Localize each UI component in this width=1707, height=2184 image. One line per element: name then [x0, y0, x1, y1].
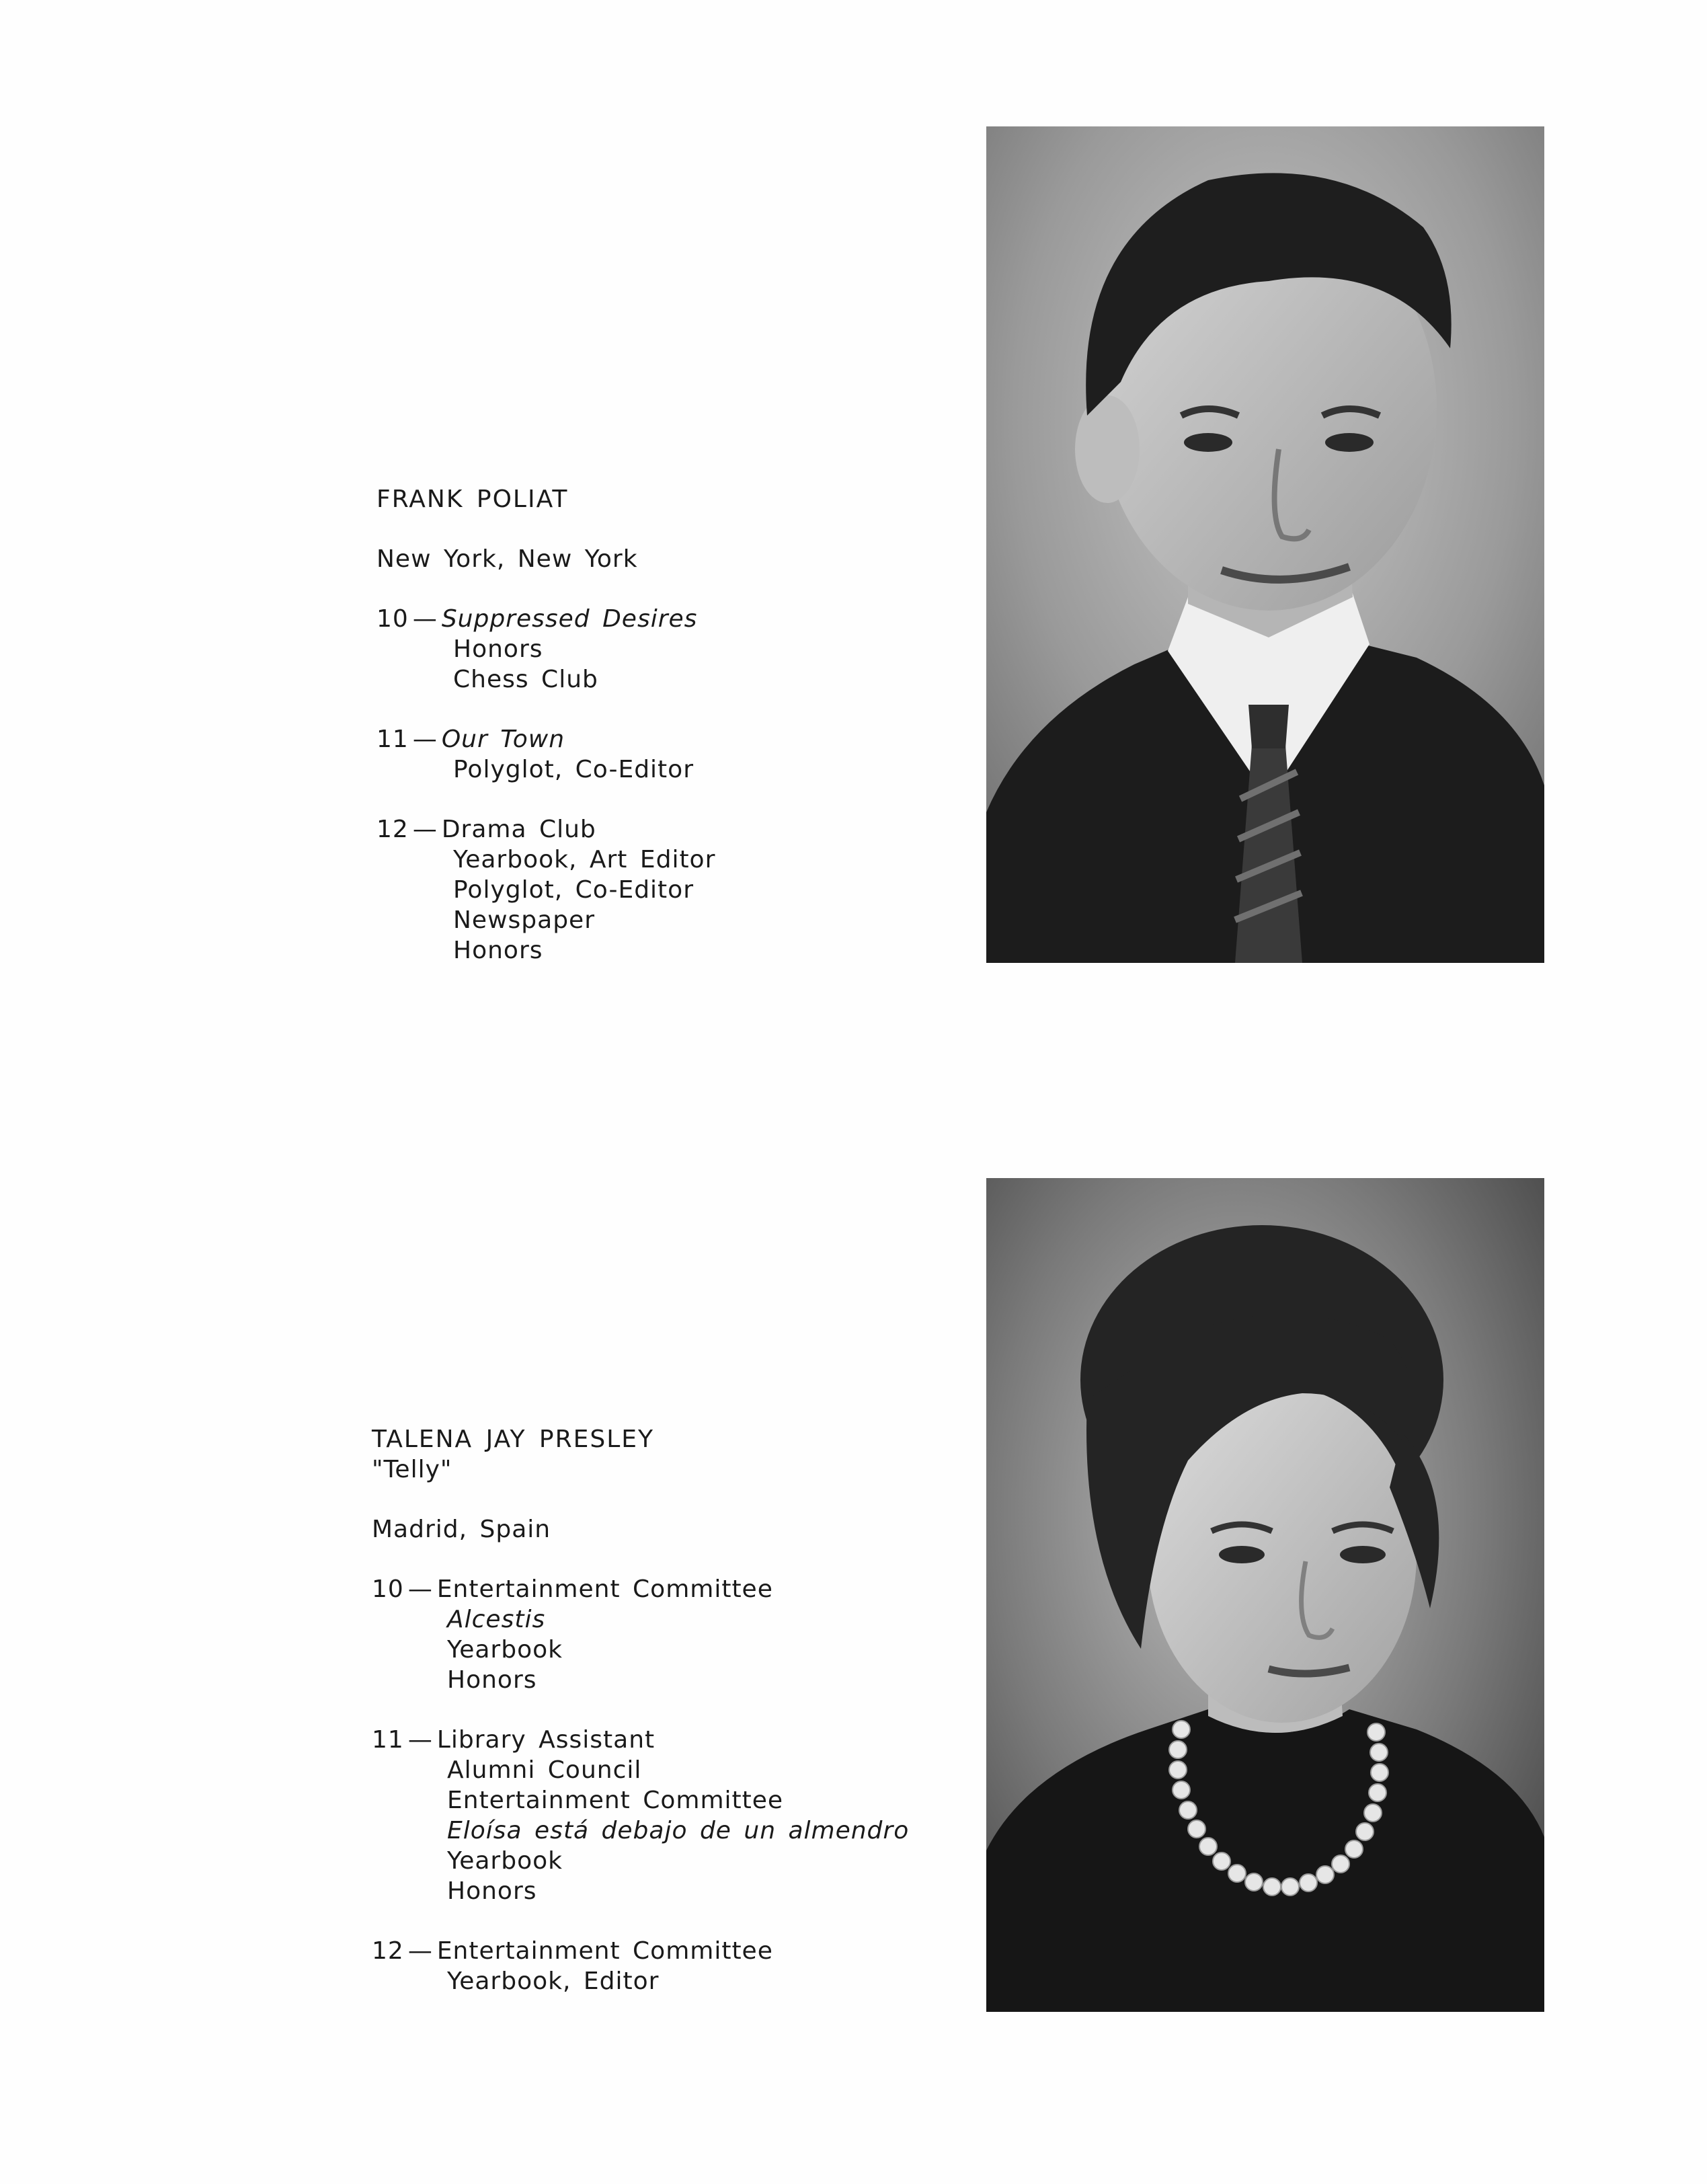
activity-item: Drama Club	[441, 816, 596, 843]
activity-item: Yearbook, Art Editor	[453, 846, 716, 873]
portrait-image	[986, 126, 1544, 963]
activity-item: Yearbook	[447, 1847, 563, 1875]
year-group-10	[372, 1574, 909, 1695]
em-dash: —	[412, 605, 438, 633]
portrait-photo-talena-jay-presley	[986, 1178, 1544, 2012]
year-group-12	[372, 1936, 909, 1996]
activity-item: Our Town	[441, 726, 565, 753]
em-dash: —	[407, 1726, 433, 1754]
activity-item: Polyglot, Co-Editor	[453, 876, 694, 904]
year-number: 11	[376, 726, 409, 753]
student-name: FRANK POLIAT	[376, 485, 569, 513]
activity-item: Alumni Council	[447, 1756, 642, 1784]
year-group-11	[376, 724, 715, 785]
em-dash: —	[407, 1937, 433, 1965]
student-hometown: Madrid, Spain	[372, 1516, 551, 1543]
student-nickname: "Telly"	[372, 1456, 452, 1483]
activity-item: Alcestis	[447, 1606, 546, 1633]
activity-item: Entertainment Committee	[436, 1937, 773, 1965]
activity-item: Honors	[453, 937, 543, 964]
year-number: 10	[372, 1575, 404, 1603]
activity-item: Honors	[447, 1666, 537, 1694]
portrait-photo-frank-poliat	[986, 126, 1544, 963]
activity-item: Yearbook	[447, 1636, 563, 1664]
activity-item: Eloísa está debajo de un almendro	[447, 1817, 910, 1844]
em-dash: —	[412, 726, 438, 753]
year-number: 12	[372, 1937, 404, 1965]
year-number: 12	[376, 816, 409, 843]
activity-item: Entertainment Committee	[436, 1575, 773, 1603]
em-dash: —	[412, 816, 438, 843]
activity-item: Library Assistant	[436, 1726, 656, 1754]
year-group-12	[376, 814, 715, 966]
activity-item: Newspaper	[453, 906, 595, 934]
student-name: TALENA JAY PRESLEY	[372, 1426, 654, 1453]
activity-item: Yearbook, Editor	[447, 1967, 660, 1995]
portrait-image	[986, 1178, 1544, 2012]
em-dash: —	[407, 1575, 433, 1603]
activity-item: Entertainment Committee	[447, 1787, 784, 1814]
student-entry-frank-poliat	[376, 484, 715, 966]
activity-item: Honors	[447, 1877, 537, 1905]
activity-item: Honors	[453, 635, 543, 663]
year-number: 10	[376, 605, 409, 633]
activity-item: Suppressed Desires	[441, 605, 698, 633]
year-group-10	[376, 604, 715, 695]
activity-item: Polyglot, Co-Editor	[453, 756, 694, 783]
student-entry-talena-jay-presley	[372, 1424, 909, 1996]
activity-item: Chess Club	[453, 666, 598, 693]
year-group-11	[372, 1725, 909, 1906]
year-number: 11	[372, 1726, 404, 1754]
student-hometown: New York, New York	[376, 545, 638, 573]
